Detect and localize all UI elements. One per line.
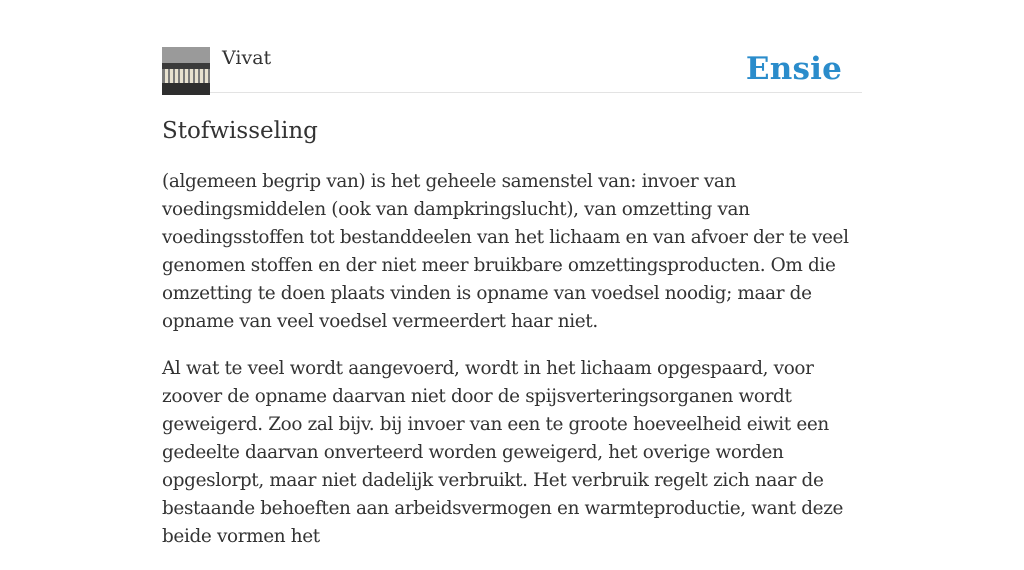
article-body [162, 168, 864, 570]
author-name[interactable]: Vivat [222, 47, 272, 69]
paragraph: Al wat te veel wordt aangevoerd, wordt in het lichaam opgespaard, voor zoover de opname daarvan niet door de spijsverteringsorganen wordt geweigerd. Zoo zal bijv. bij invoer van een te groote hoeveelheid eiwit een gedeelte daarvan onverteerd worden geweigerd, het overige worden opgeslorpt, maar niet dadelijk verbruikt. Het verbruik regelt zich naar de bestaande behoeften aan arbeidsvermogen en warmteproductie, want deze beide vormen het [162, 358, 844, 547]
typewriter-keys-icon [162, 47, 210, 95]
page-title: Stofwisseling [162, 118, 318, 144]
brand-logo[interactable]: Ensie [745, 51, 842, 87]
paragraph: (algemeen begrip van) is het geheele samenstel van: invoer van voedingsmiddelen (ook van dampkringslucht), van omzetting van voedingsstoffen tot bestanddeelen van het lichaam en van afvoer der te veel genomen stoffen en der niet meer bruikbare omzettingsproducten. Om die omzetting te doen plaats vinden is opname van voedsel noodig; maar de opname van veel voedsel vermeerdert haar niet. [162, 171, 849, 332]
author-avatar[interactable] [162, 47, 210, 95]
site-header [162, 46, 862, 93]
